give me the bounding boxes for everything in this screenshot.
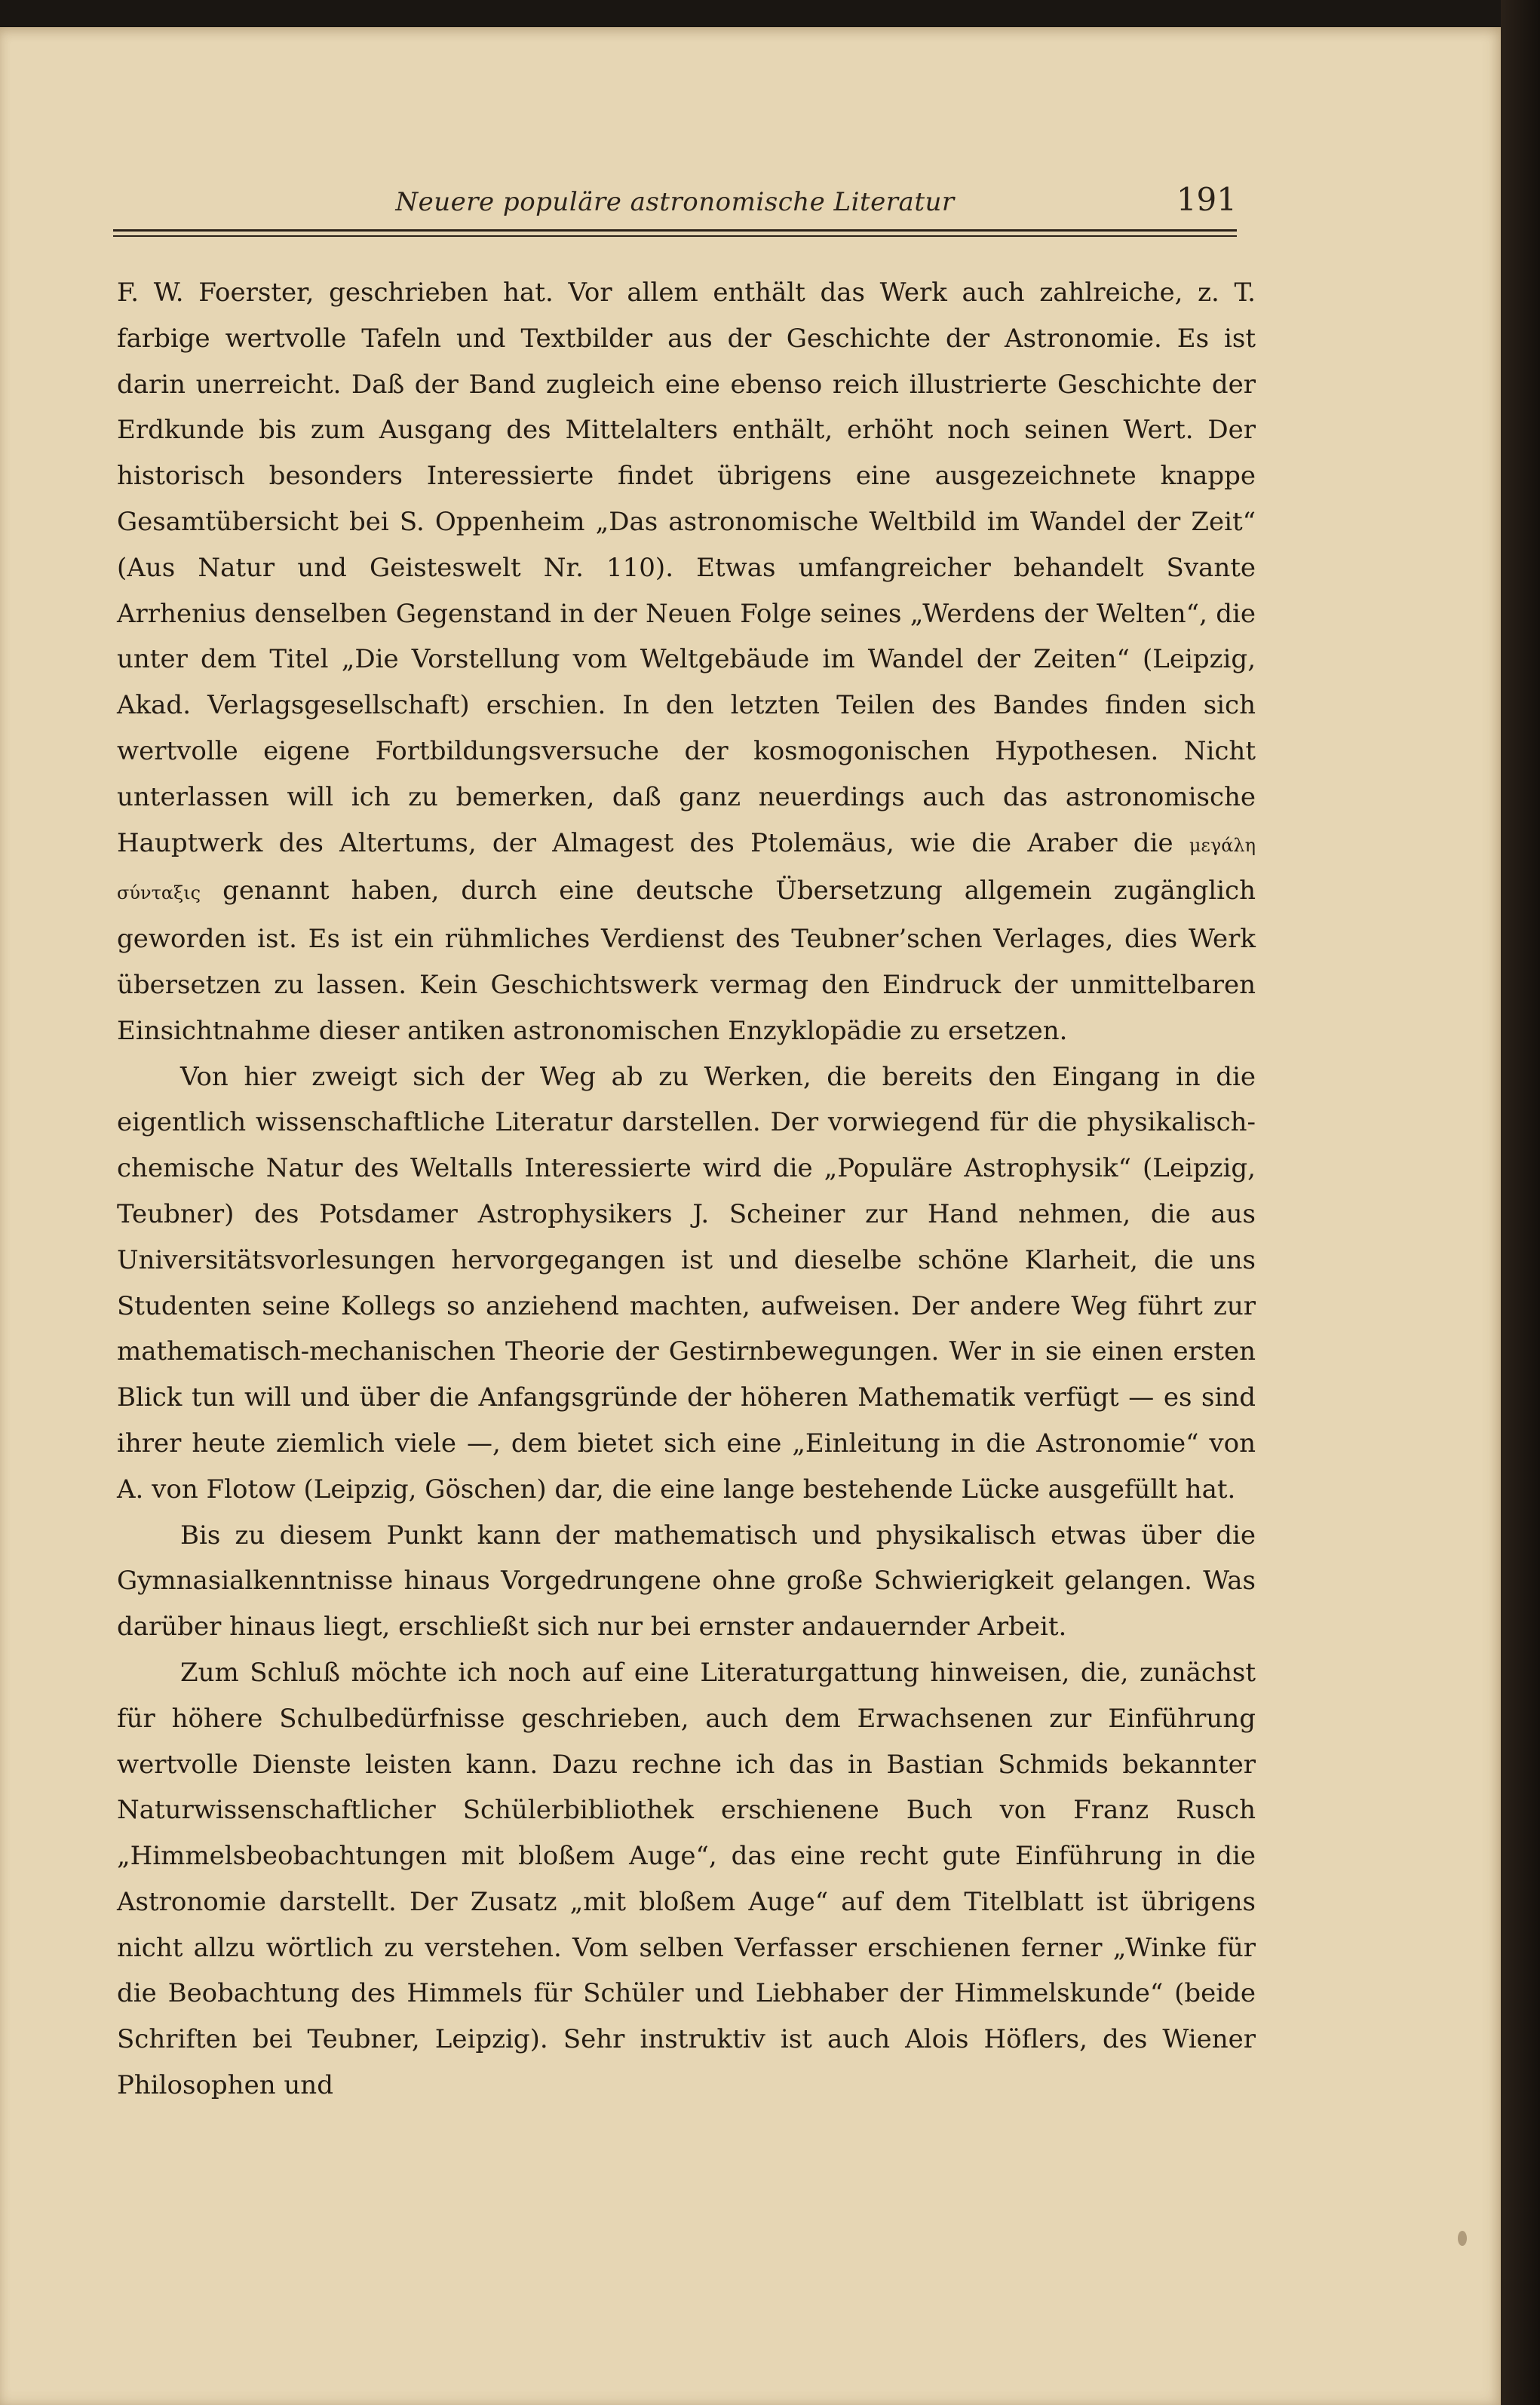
paragraph-1-text-after: genannt haben, durch eine deutsche Übersetzung allgemein zugänglich geworden ist. Es ist ein rühmliches Verdienst des Teubner’schen Verlages, dies Werk übersetzen zu lassen. Kein Geschichtswerk vermag den Eindruck der unmittelbaren Einsichtnahme dieser antiken astronomischen Enzyklopädie zu ersetzen. xyxy=(117,876,1256,1046)
paragraph-1 xyxy=(117,270,1256,1054)
greek-phrase: μεγάλη σύνταξις xyxy=(117,834,1256,904)
paper-speck xyxy=(1458,2231,1467,2246)
paragraph-2: Von hier zweigt sich der Weg ab zu Werken, die bereits den Eingang in die eigentlich wissenschaftliche Literatur darstellen. Der vorwiegend für die physikalisch-chemische Natur des Weltalls Interessierte wird die „Populäre Astrophysik“ (Leipzig, Teubner) des Potsdamer Astrophysikers J. Scheiner zur Hand nehmen, die aus Universitätsvorlesungen hervorgegangen ist und dieselbe schöne Klarheit, die uns Studenten seine Kollegs so anziehend machten, aufweisen. Der andere Weg führt zur mathematisch-mechanischen Theorie der Gestirnbewegungen. Wer in sie einen ersten Blick tun will und über die Anfangsgründe der höheren Mathematik verfügt — es sind ihrer heute ziemlich viele —, dem bietet sich eine „Einleitung in die Astronomie“ von A. von Flotow (Leipzig, Göschen) dar, die eine lange bestehende Lücke ausgefüllt hat. xyxy=(117,1061,1256,1505)
paragraph-3: Bis zu diesem Punkt kann der mathematisch und physikalisch etwas über die Gymnasialkenntnisse hinaus Vorgedrungene ohne große Schwierigkeit gelangen. Was darüber hinaus liegt, erschließt sich nur bei ernster andauernder Arbeit. xyxy=(117,1520,1256,1643)
paragraph-4: Zum Schluß möchte ich noch auf eine Literaturgattung hinweisen, die, zunächst für höhere Schulbedürfnisse geschrieben, auch dem Erwachsenen zur Einführung wertvolle Dienste leisten kann. Dazu rechne ich das in Bastian Schmids bekannter Naturwissenschaftlicher Schülerbibliothek erschienene Buch von Franz Rusch „Himmelsbeobachtungen mit bloßem Auge“, das eine recht gute Einführung in die Astronomie darstellt. Der Zusatz „mit bloßem Auge“ auf dem Titelblatt ist übrigens nicht allzu wörtlich zu verstehen. Vom selben Verfasser erschienen ferner „Winke für die Beobachtung des Himmels für Schüler und Liebhaber der Himmelskunde“ (beide Schriften bei Teubner, Leipzig). Sehr instruktiv ist auch Alois Höflers, des Wiener Philosophen und xyxy=(117,1657,1256,2101)
running-head xyxy=(113,179,1237,225)
running-title: Neuere populäre astronomische Literatur xyxy=(395,187,955,217)
body-text xyxy=(117,270,1256,2109)
header-rule-thin xyxy=(113,235,1237,237)
page-number: 191 xyxy=(1176,181,1237,218)
paragraph-1-text: F. W. Foerster, geschrieben hat. Vor allem enthält das Werk auch zahlreiche, z. T. farbige wertvolle Tafeln und Textbilder aus der Geschichte der Astronomie. Es ist darin unerreicht. Daß der Band zugleich eine ebenso reich illustrierte Geschichte der Erdkunde bis zum Ausgang des Mittelalters enthält, erhöht noch seinen Wert. Der historisch besonders Interessierte findet übrigens eine ausgezeichnete knappe Gesamtübersicht bei S. Oppenheim „Das astronomische Weltbild im Wandel der Zeit“ (Aus Natur und Geisteswelt Nr. 110). Etwas umfangreicher behandelt Svante Arrhenius denselben Gegenstand in der Neuen Folge seines „Werdens der Welten“, die unter dem Titel „Die Vorstellung vom Weltgebäude im Wandel der Zeiten“ (Leipzig, Akad. Verlagsgesellschaft) erschien. In den letzten Teilen des Bandes finden sich wertvolle eigene Fortbildungsversuche der kosmogonischen Hypothesen. Nicht unterlassen will ich zu bemerken, daß ganz neuerdings auch das astronomische Hauptwerk des Altertums, der Almagest des Ptolemäus, wie die Araber die xyxy=(117,278,1256,858)
header-rule-thick xyxy=(113,229,1237,232)
book-gutter-edge xyxy=(1501,0,1540,2405)
